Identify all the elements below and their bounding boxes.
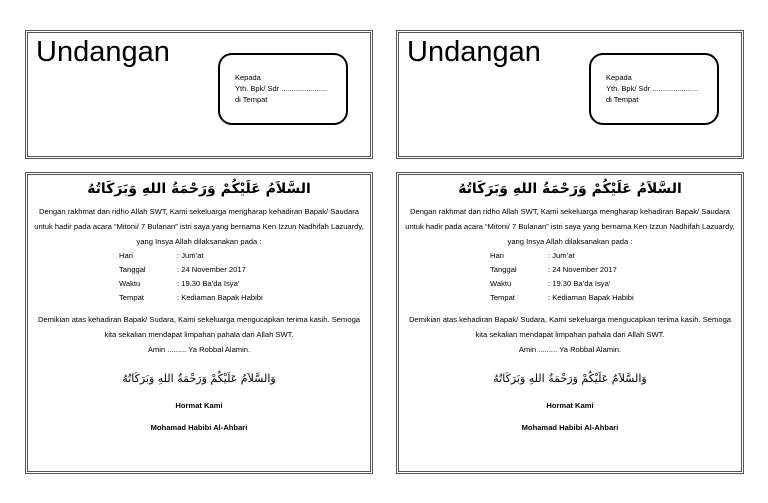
opening-paragraph: Dengan rakhmat dan ridho Allah SWT, Kami sekeluarga mengharap kehadiran Bapak/ Saudara untuk hadir pada acara “Mitoni/ 7 Bulanan” istri saya yang bernama Ken Izzun Nadhifah Lazuardy, yang Insya Allah dilaksanakan pada : <box>34 207 364 246</box>
detail-value: : 24 November 2017 <box>548 265 617 274</box>
detail-value: : Kediaman Bapak Habibi <box>177 293 263 302</box>
detail-label: Waktu <box>119 279 141 288</box>
address-line: di Tempat <box>606 95 639 104</box>
envelope-card-right <box>396 30 744 159</box>
address-box <box>589 53 719 125</box>
envelope-title: Undangan <box>407 36 541 68</box>
detail-value: : 24 November 2017 <box>177 265 246 274</box>
detail-value: : Jum’at <box>548 251 575 260</box>
invitation-card-left <box>25 172 373 474</box>
envelope-card-left <box>25 30 373 159</box>
closing-paragraph <box>405 312 735 357</box>
detail-value: : Kediaman Bapak Habibi <box>548 293 634 302</box>
closing-paragraph <box>34 312 364 357</box>
amin-line: Amin ......... Ya Robbal Alamin. <box>518 345 622 354</box>
detail-label: Tanggal <box>490 265 517 274</box>
detail-value: : Jum’at <box>177 251 204 260</box>
detail-row <box>490 263 741 277</box>
opening-paragraph: Dengan rakhmat dan ridho Allah SWT, Kami sekeluarga mengharap kehadiran Bapak/ Saudara untuk hadir pada acara “Mitoni/ 7 Bulanan” istri saya yang bernama Ken Izzun Nadhifah Lazuardy, yang Insya Allah dilaksanakan pada : <box>405 207 735 246</box>
closing-text: Demikian atas kehadiran Bapak/ Sudara, Kami sekeluarga mengucapkan terima kasih. Semoga kita sekalian mendapat limpahan pahala dari Allah SWT. <box>37 315 361 339</box>
arabic-farewell: وَالسَّلاَمُ عَلَيْكُمْ وَرَحْمَةُ اللهِ وَبَرَكَاتُهُ <box>493 372 647 385</box>
detail-label: Tanggal <box>119 265 146 274</box>
hormat-label: Hormat Kami <box>175 401 223 410</box>
arabic-farewell: وَالسَّلاَمُ عَلَيْكُمْ وَرَحْمَةُ اللهِ وَبَرَكَاتُهُ <box>122 372 276 385</box>
detail-value: : 19.30 Ba’da Isya’ <box>548 279 611 288</box>
detail-label: Hari <box>119 251 133 260</box>
address-box <box>218 53 348 125</box>
detail-row <box>119 263 370 277</box>
invitation-card-right <box>396 172 744 474</box>
closing-text: Demikian atas kehadiran Bapak/ Sudara, Kami sekeluarga mengucapkan terima kasih. Semoga kita sekalian mendapat limpahan pahala dari Allah SWT. <box>408 315 732 339</box>
detail-row <box>490 249 741 263</box>
detail-row <box>490 291 741 305</box>
detail-label: Waktu <box>490 279 512 288</box>
address-line: Yth. Bpk/ Sdr ...................... <box>235 84 328 93</box>
detail-row <box>119 291 370 305</box>
envelope-title: Undangan <box>36 36 170 68</box>
detail-label: Tempat <box>119 293 144 302</box>
detail-row <box>119 249 370 263</box>
sender-name: Mohamad Habibi Al-Ahbari <box>521 423 619 432</box>
detail-label: Tempat <box>490 293 515 302</box>
arabic-greeting: السَّلاَمُ عَلَيْكُمْ وَرَحْمَةُ اللهِ وَبَرَكَاتُهُ <box>458 181 682 197</box>
address-line: Kepada <box>606 73 632 82</box>
hormat-label: Hormat Kami <box>546 401 594 410</box>
detail-label: Hari <box>490 251 504 260</box>
event-details <box>119 249 370 305</box>
amin-line: Amin ......... Ya Robbal Alamin. <box>147 345 251 354</box>
detail-value: : 19.30 Ba’da Isya’ <box>177 279 240 288</box>
detail-row <box>119 277 370 291</box>
address-line: di Tempat <box>235 95 268 104</box>
arabic-greeting: السَّلاَمُ عَلَيْكُمْ وَرَحْمَةُ اللهِ وَبَرَكَاتُهُ <box>87 181 311 197</box>
sender-name: Mohamad Habibi Al-Ahbari <box>150 423 248 432</box>
detail-row <box>490 277 741 291</box>
event-details <box>490 249 741 305</box>
address-line: Yth. Bpk/ Sdr ...................... <box>606 84 699 93</box>
address-line: Kepada <box>235 73 261 82</box>
